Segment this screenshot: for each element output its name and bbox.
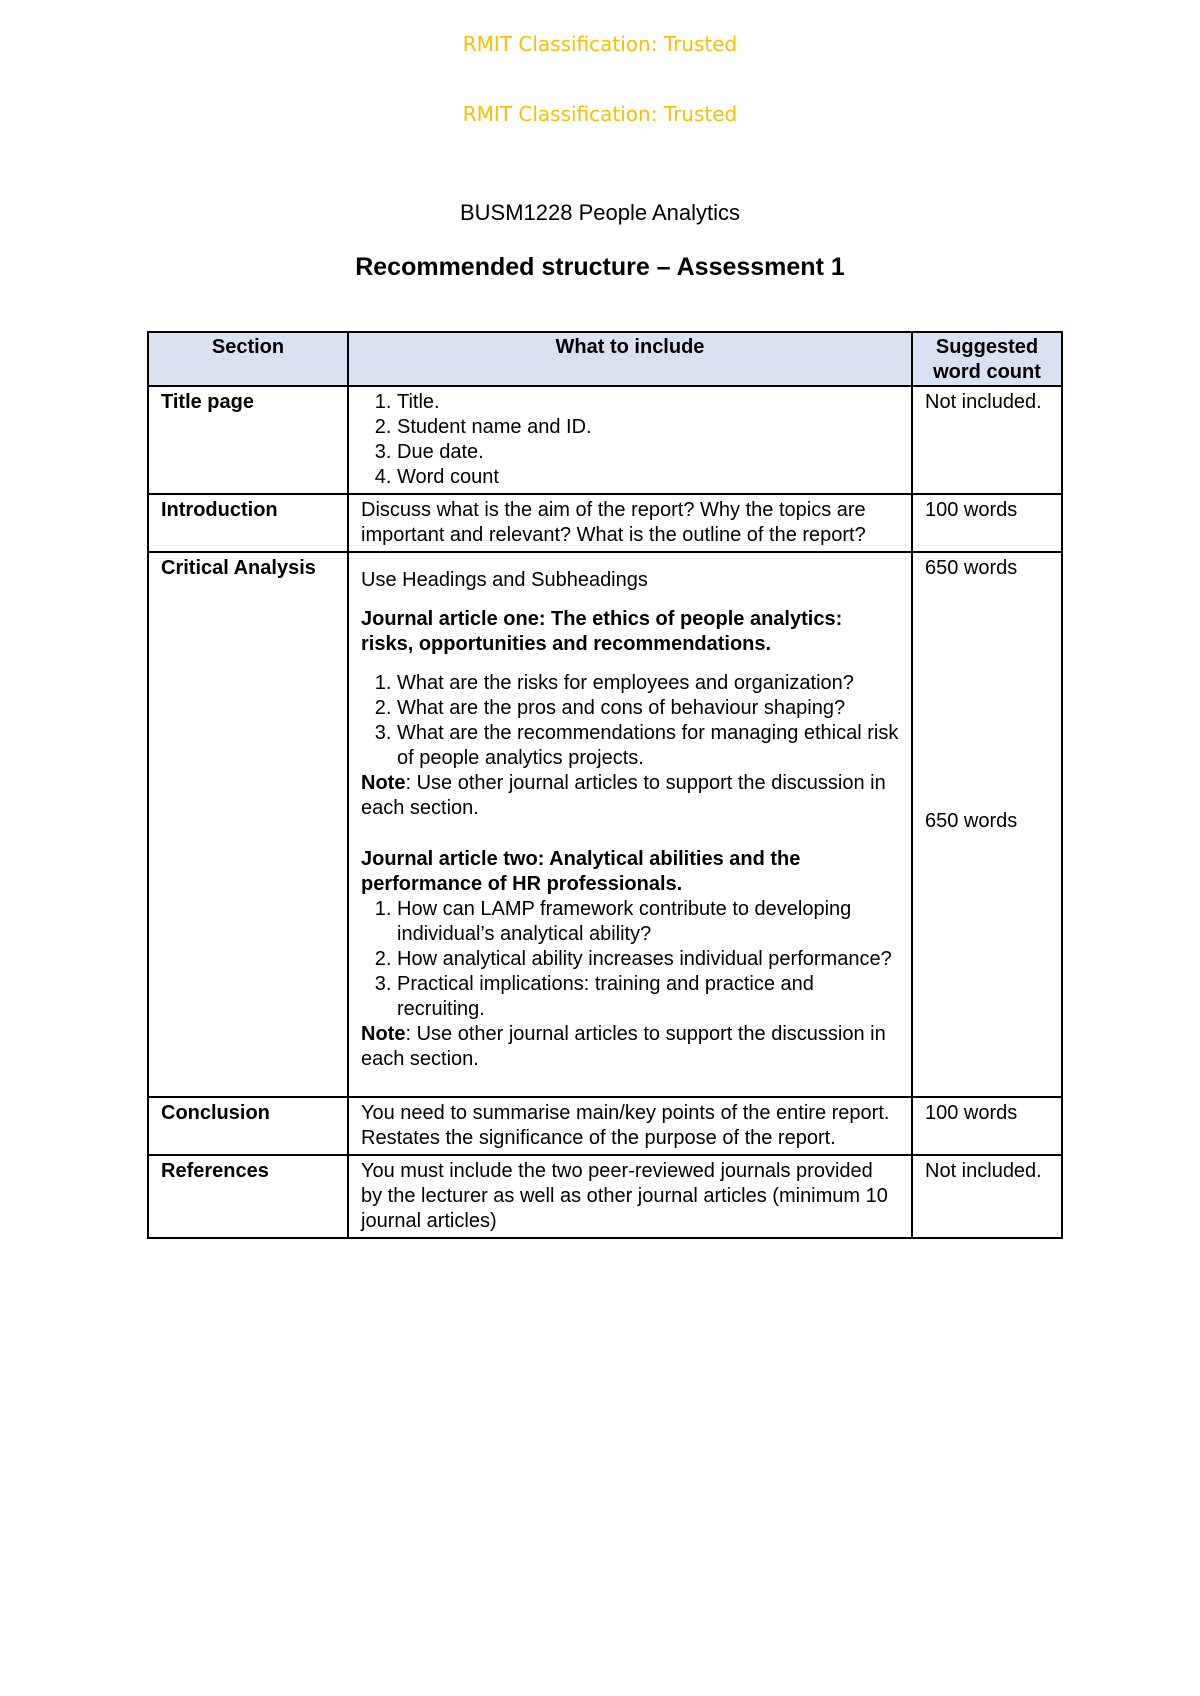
header-row [148, 332, 1062, 386]
item-list [361, 390, 899, 490]
section-cell: Conclusion [148, 1097, 348, 1155]
table-row-conclusion [148, 1097, 1062, 1155]
header-section: Section [148, 332, 348, 386]
classification-label: RMIT Classification: Trusted [462, 102, 738, 126]
course-title: BUSM1228 People Analytics [459, 200, 741, 225]
content-cell: Discuss what is the aim of the report? Why the topics are important and relevant? What is the outline of the report? [348, 494, 912, 552]
list-item: 2. How analytical ability increases individual performance? [397, 947, 899, 972]
article-two-title: Journal article two: Analytical abilities and the performance of HR professionals. [361, 848, 801, 895]
section-cell: References [148, 1155, 348, 1238]
word-count-cell: 100 words [912, 494, 1062, 552]
word-count-cell: Not included. [912, 386, 1062, 494]
list-item: 1. How can LAMP framework contribute to developing individual’s analytical ability? [397, 897, 899, 947]
word-count-cell: 100 words [912, 1097, 1062, 1155]
article-one-questions [361, 671, 899, 771]
content-cell: You need to summarise main/key points of the entire report. Restates the significance of the purpose of the report. [348, 1097, 912, 1155]
note-label: Note [361, 772, 406, 794]
content-cell: You must include the two peer-reviewed journals provided by the lecturer as well as other journal articles (minimum 10 journal articles) [348, 1155, 912, 1238]
page-heading: Recommended structure – Assessment 1 [355, 253, 845, 281]
word-count-article-one: 650 words [925, 557, 1018, 579]
section-cell: Introduction [148, 494, 348, 552]
classification-label: RMIT Classification: Trusted [462, 32, 738, 56]
table-row-title-page [148, 386, 1062, 494]
structure-table [147, 331, 1063, 1239]
note-text: : Use other journal articles to support the discussion in each section. [361, 772, 886, 819]
list-item: 1. What are the risks for employees and organization? [397, 671, 899, 696]
list-item: 1. Title. [397, 390, 899, 415]
header-what-to-include: What to include [348, 332, 912, 386]
list-item: 4. Word count [397, 465, 899, 490]
word-count-article-two: 650 words [925, 810, 1018, 832]
article-two-questions [361, 897, 899, 1022]
article-one-title: Journal article one: The ethics of people analytics: risks, opportunities and recommendations. [361, 608, 843, 655]
list-item: 3. Due date. [397, 440, 899, 465]
headings-instruction: Use Headings and Subheadings [361, 569, 648, 591]
list-item: 3. What are the recommendations for managing ethical risk of people analytics projects. [397, 721, 899, 771]
list-item: 2. What are the pros and cons of behaviour shaping? [397, 696, 899, 721]
note-paragraph [361, 1022, 899, 1072]
section-cell: Title page [148, 386, 348, 494]
word-count-cell: Not included. [912, 1155, 1062, 1238]
table-row-introduction [148, 494, 1062, 552]
note-label: Note [361, 1023, 406, 1045]
note-paragraph [361, 771, 899, 821]
list-item: 2. Student name and ID. [397, 415, 899, 440]
word-count-cell [912, 552, 1062, 1097]
note-text: : Use other journal articles to support the discussion in each section. [361, 1023, 886, 1070]
header-word-count: Suggested word count [912, 332, 1062, 386]
table-row-critical-analysis [148, 552, 1062, 1097]
list-item: 3. Practical implications: training and practice and recruiting. [397, 972, 899, 1022]
section-cell: Critical Analysis [148, 552, 348, 1097]
table-row-references [148, 1155, 1062, 1238]
content-cell [348, 552, 912, 1097]
content-cell [348, 386, 912, 494]
